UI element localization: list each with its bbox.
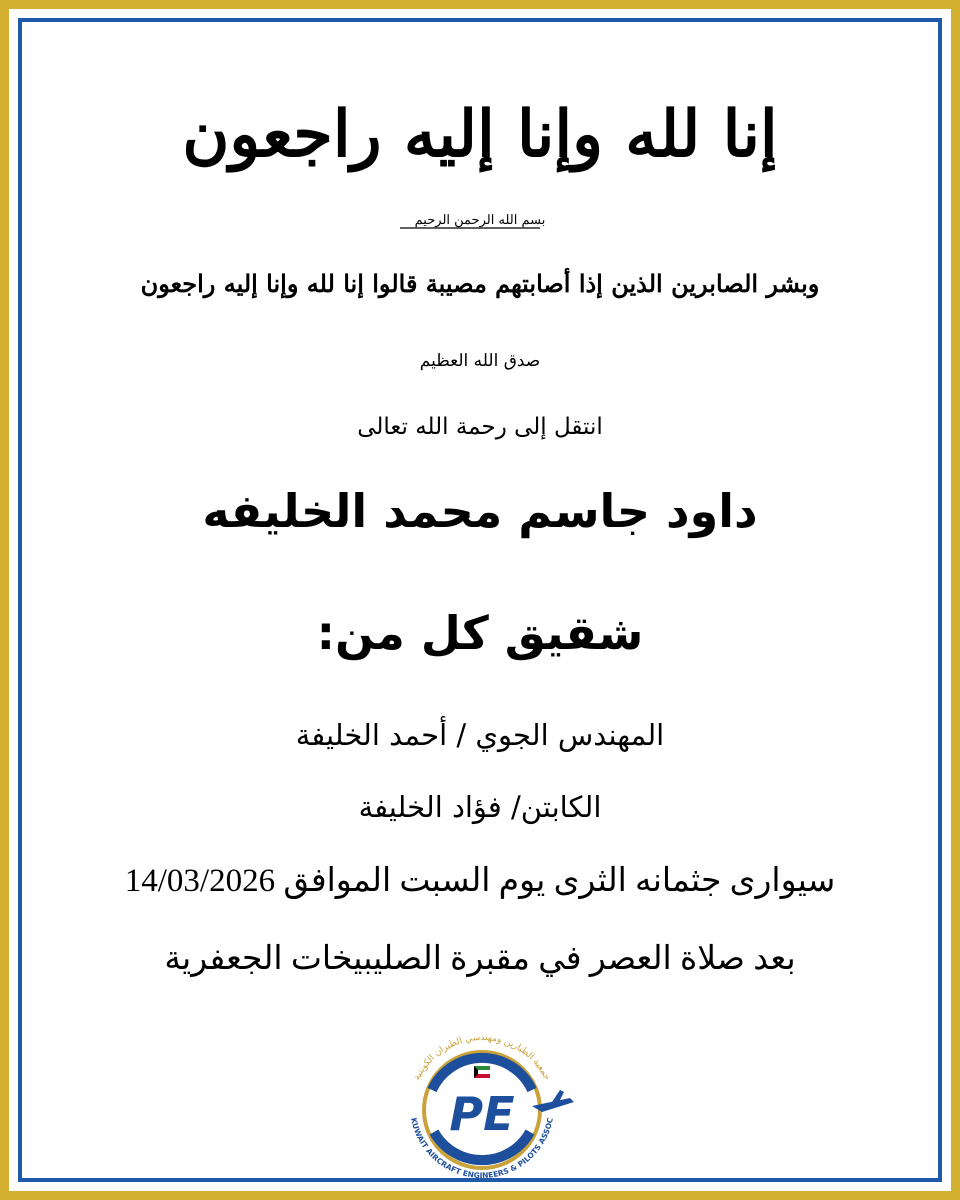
logo-monogram: PE: [449, 1087, 515, 1141]
relative-2: الكابتن/ فؤاد الخليفة: [358, 790, 602, 824]
sadaq-calligraphy: [22, 340, 938, 376]
relative-1: المهندس الجوي / أحمد الخليفة: [295, 718, 665, 752]
burial-line: [42, 860, 918, 900]
logo-arabic-name: جمعية الطيارين ومهندسي الطيران الكويتية: [412, 1032, 552, 1083]
verse-title-calligraphy: [22, 66, 938, 186]
brother-of-heading: شقيق كل من:: [316, 606, 644, 660]
quran-verse-calligraphy: [22, 250, 938, 310]
verse-title-text: إنا لله وإنا إليه راجعون: [182, 97, 778, 172]
inner-blue-frame: [18, 18, 942, 1182]
burial-date: 14/03/2026: [124, 863, 276, 899]
logo-english-name: KUWAIT AIRCRAFT ENGINEERS & PILOTS ASSOC: [409, 1116, 555, 1181]
deceased-name: داود جاسم محمد الخليفه: [202, 484, 758, 538]
basmala-calligraphy: [22, 208, 938, 236]
association-logo: [382, 1010, 582, 1186]
burial-text: سيوارى جثمانه الثرى يوم السبت الموافق: [283, 863, 836, 899]
sadaq-text: صدق الله العظيم: [419, 351, 541, 371]
verse-text: وبشر الصابرين الذين إذا أصابتهم مصيبة قالوا إنا لله وإنا إليه راجعون: [140, 269, 820, 298]
intro-line: انتقل إلى رحمة الله تعالى: [357, 414, 603, 440]
obituary-content: [22, 22, 938, 1181]
prayer-place-line: بعد صلاة العصر في مقبرة الصليبيخات الجعفرية: [164, 941, 796, 977]
basmala-text: بسم الله الرحمن الرحيم: [414, 213, 546, 228]
